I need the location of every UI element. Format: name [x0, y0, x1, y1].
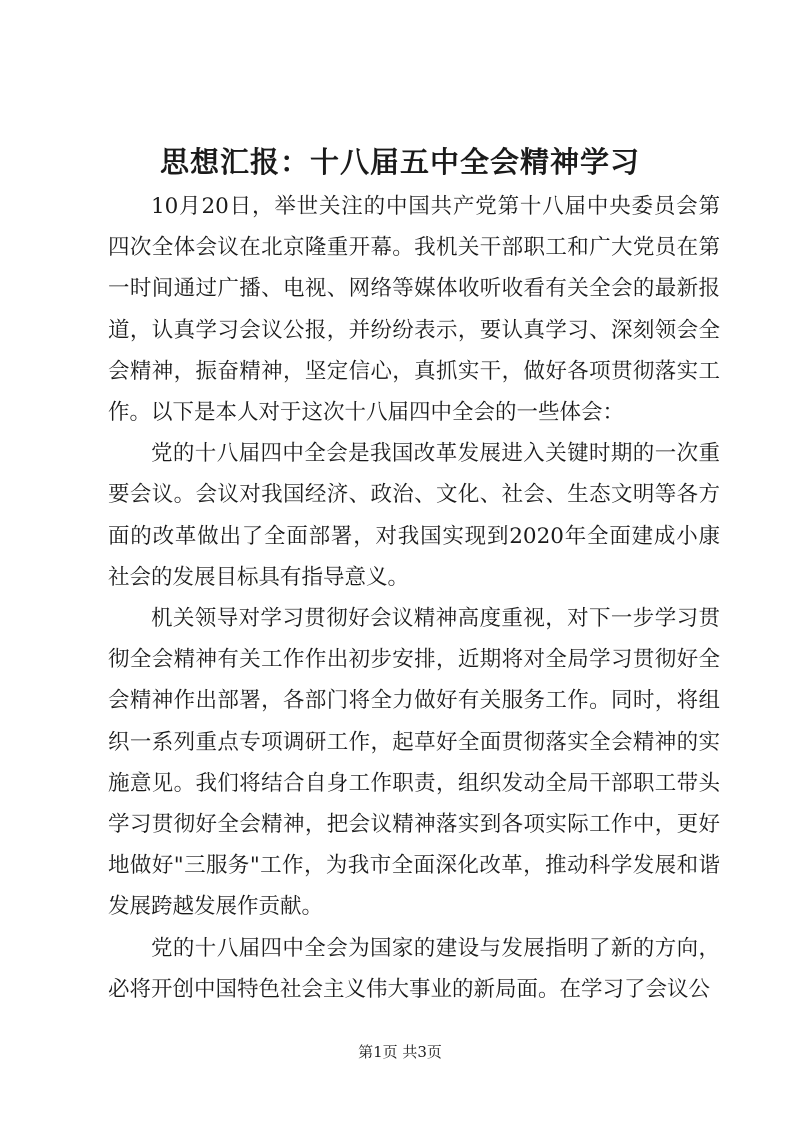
document-title: 思想汇报：十八届五中全会精神学习	[159, 145, 640, 179]
paragraph-3: 机关领导对学习贯彻好会议精神高度重视，对下一步学习贯彻全会精神有关工作作出初步安排，近期将对全局学习贯彻好全会精神作出部署，各部门将全力做好有关服务工作。同时，将组织一系列重点专项调研工作，起草好全面贯彻落实全会精神的实施意见。我们将结合自身工作职责，组织发动全局干部职工带头学习贯彻好全会精神，把会议精神落实到各项实际工作中，更好地做好"三服务"工作，为我市全面深化改革，推动科学发展和谐发展跨越发展作贡献。	[108, 606, 720, 920]
document-body	[108, 186, 720, 1010]
paragraph-2: 党的十八届四中全会是我国改革发展进入关键时期的一次重要会议。会议对我国经济、政治、文化、社会、生态文明等各方面的改革做出了全面部署，对我国实现到2020年全面建成小康社会的发展目标具有指导意义。	[108, 441, 720, 590]
paragraph-4: 党的十八届四中全会为国家的建设与发展指明了新的方向，必将开创中国特色社会主义伟大事业的新局面。在学习了会议公	[108, 935, 720, 1002]
paragraph-1: 10月20日，举世关注的中国共产党第十八届中央委员会第四次全体会议在北京隆重开幕。我机关干部职工和广大党员在第一时间通过广播、电视、网络等媒体收听收看有关全会的最新报道，认真学习会议公报，并纷纷表示，要认真学习、深刻领会全会精神，振奋精神，坚定信心，真抓实干，做好各项贯彻落实工作。以下是本人对于这次十八届四中全会的一些体会：	[108, 194, 720, 426]
page-footer: 第1页 共3页	[358, 1043, 442, 1061]
